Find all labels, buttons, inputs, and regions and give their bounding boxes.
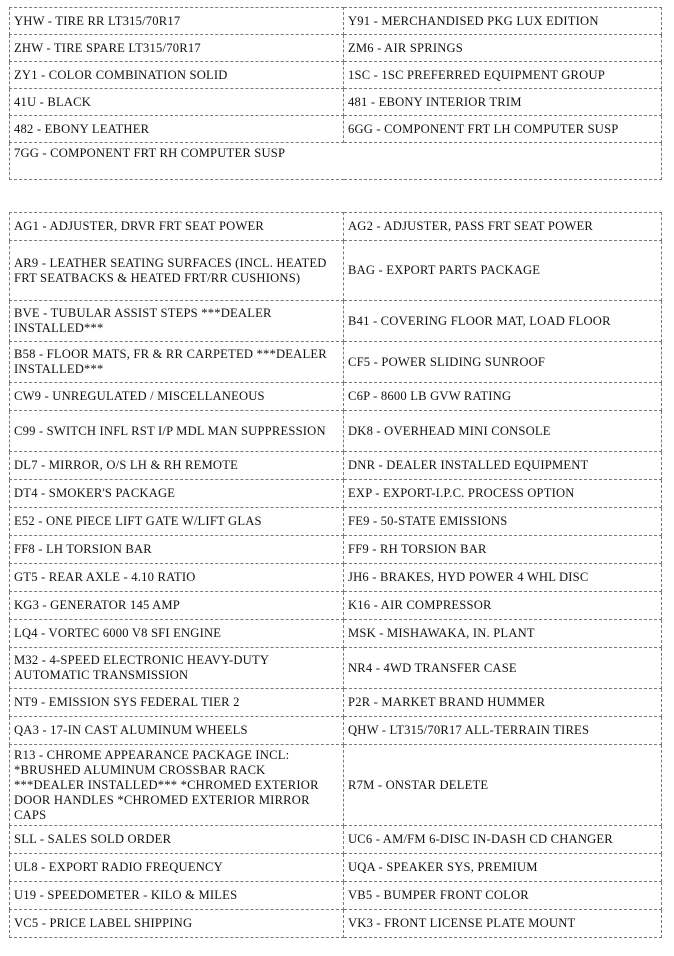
table-cell: EXP - EXPORT-I.P.C. PROCESS OPTION [344, 480, 662, 508]
table-cell: Y91 - MERCHANDISED PKG LUX EDITION [344, 8, 662, 35]
table-row [10, 89, 662, 116]
table-cell: NR4 - 4WD TRANSFER CASE [344, 648, 662, 689]
table-row [10, 717, 662, 745]
table-cell: UC6 - AM/FM 6-DISC IN-DASH CD CHANGER [344, 826, 662, 854]
table-row [10, 213, 662, 241]
table-cell: VK3 - FRONT LICENSE PLATE MOUNT [344, 910, 662, 938]
table-row [10, 480, 662, 508]
table-row [10, 910, 662, 938]
table-cell: JH6 - BRAKES, HYD POWER 4 WHL DISC [344, 564, 662, 592]
table-row [10, 116, 662, 143]
table-row [10, 882, 662, 910]
table-cell: AR9 - LEATHER SEATING SURFACES (INCL. HEATED FRT SEATBACKS & HEATED FRT/RR CUSHIONS) [10, 241, 344, 301]
table-cell: LQ4 - VORTEC 6000 V8 SFI ENGINE [10, 620, 344, 648]
table-cell: M32 - 4-SPEED ELECTRONIC HEAVY-DUTY AUTOMATIC TRANSMISSION [10, 648, 344, 689]
table-cell: BVE - TUBULAR ASSIST STEPS ***DEALER INSTALLED*** [10, 301, 344, 342]
table-cell: P2R - MARKET BRAND HUMMER [344, 689, 662, 717]
table-row [10, 536, 662, 564]
table-cell: 7GG - COMPONENT FRT RH COMPUTER SUSP [10, 143, 662, 180]
table-row [10, 854, 662, 882]
table-cell: B41 - COVERING FLOOR MAT, LOAD FLOOR [344, 301, 662, 342]
table-cell: DL7 - MIRROR, O/S LH & RH REMOTE [10, 452, 344, 480]
table-row [10, 620, 662, 648]
table-cell: R13 - CHROME APPEARANCE PACKAGE INCL: *BRUSHED ALUMINUM CROSSBAR RACK ***DEALER INSTALLED*** *CHROMED EXTERIOR DOOR HANDLES *CHROMED EXTERIOR MIRROR CAPS [10, 745, 344, 826]
table-cell: GT5 - REAR AXLE - 4.10 RATIO [10, 564, 344, 592]
table-cell: 6GG - COMPONENT FRT LH COMPUTER SUSP [344, 116, 662, 143]
table-row [10, 564, 662, 592]
table-cell: ZM6 - AIR SPRINGS [344, 35, 662, 62]
table-cell: 482 - EBONY LEATHER [10, 116, 344, 143]
table-cell: CW9 - UNREGULATED / MISCELLANEOUS [10, 383, 344, 411]
table-cell: CF5 - POWER SLIDING SUNROOF [344, 342, 662, 383]
table-row [10, 452, 662, 480]
table-cell: QA3 - 17-IN CAST ALUMINUM WHEELS [10, 717, 344, 745]
table-row [10, 62, 662, 89]
table-cell: VC5 - PRICE LABEL SHIPPING [10, 910, 344, 938]
table-row [10, 411, 662, 452]
table-cell: VB5 - BUMPER FRONT COLOR [344, 882, 662, 910]
table-cell: UL8 - EXPORT RADIO FREQUENCY [10, 854, 344, 882]
table-cell: BAG - EXPORT PARTS PACKAGE [344, 241, 662, 301]
option-codes-table-1 [9, 7, 662, 180]
table-cell: MSK - MISHAWAKA, IN. PLANT [344, 620, 662, 648]
table-cell: B58 - FLOOR MATS, FR & RR CARPETED ***DEALER INSTALLED*** [10, 342, 344, 383]
table-row [10, 35, 662, 62]
table-cell: 41U - BLACK [10, 89, 344, 116]
table-row [10, 301, 662, 342]
table-cell: E52 - ONE PIECE LIFT GATE W/LIFT GLAS [10, 508, 344, 536]
table-cell: 1SC - 1SC PREFERRED EQUIPMENT GROUP [344, 62, 662, 89]
table-cell: R7M - ONSTAR DELETE [344, 745, 662, 826]
table-row [10, 383, 662, 411]
table-cell: FF9 - RH TORSION BAR [344, 536, 662, 564]
table-cell: FF8 - LH TORSION BAR [10, 536, 344, 564]
table-cell: C99 - SWITCH INFL RST I/P MDL MAN SUPPRESSION [10, 411, 344, 452]
table-row [10, 8, 662, 35]
table-cell: SLL - SALES SOLD ORDER [10, 826, 344, 854]
table-cell: AG2 - ADJUSTER, PASS FRT SEAT POWER [344, 213, 662, 241]
table-cell: K16 - AIR COMPRESSOR [344, 592, 662, 620]
table-cell: U19 - SPEEDOMETER - KILO & MILES [10, 882, 344, 910]
table-cell: DNR - DEALER INSTALLED EQUIPMENT [344, 452, 662, 480]
table-row [10, 689, 662, 717]
table-cell: DK8 - OVERHEAD MINI CONSOLE [344, 411, 662, 452]
table-cell: C6P - 8600 LB GVW RATING [344, 383, 662, 411]
table-row [10, 592, 662, 620]
table-cell: 481 - EBONY INTERIOR TRIM [344, 89, 662, 116]
table-cell: YHW - TIRE RR LT315/70R17 [10, 8, 344, 35]
table-cell: FE9 - 50-STATE EMISSIONS [344, 508, 662, 536]
table-cell: ZHW - TIRE SPARE LT315/70R17 [10, 35, 344, 62]
table-cell: DT4 - SMOKER'S PACKAGE [10, 480, 344, 508]
table-row [10, 143, 662, 180]
table-row [10, 745, 662, 826]
table-cell: AG1 - ADJUSTER, DRVR FRT SEAT POWER [10, 213, 344, 241]
table-cell: QHW - LT315/70R17 ALL-TERRAIN TIRES [344, 717, 662, 745]
table-row [10, 508, 662, 536]
table-row [10, 241, 662, 301]
option-codes-table-2 [9, 212, 662, 938]
table-cell: ZY1 - COLOR COMBINATION SOLID [10, 62, 344, 89]
table-cell: KG3 - GENERATOR 145 AMP [10, 592, 344, 620]
table-row [10, 648, 662, 689]
table-cell: NT9 - EMISSION SYS FEDERAL TIER 2 [10, 689, 344, 717]
table-row [10, 342, 662, 383]
table-row [10, 826, 662, 854]
table-cell: UQA - SPEAKER SYS, PREMIUM [344, 854, 662, 882]
